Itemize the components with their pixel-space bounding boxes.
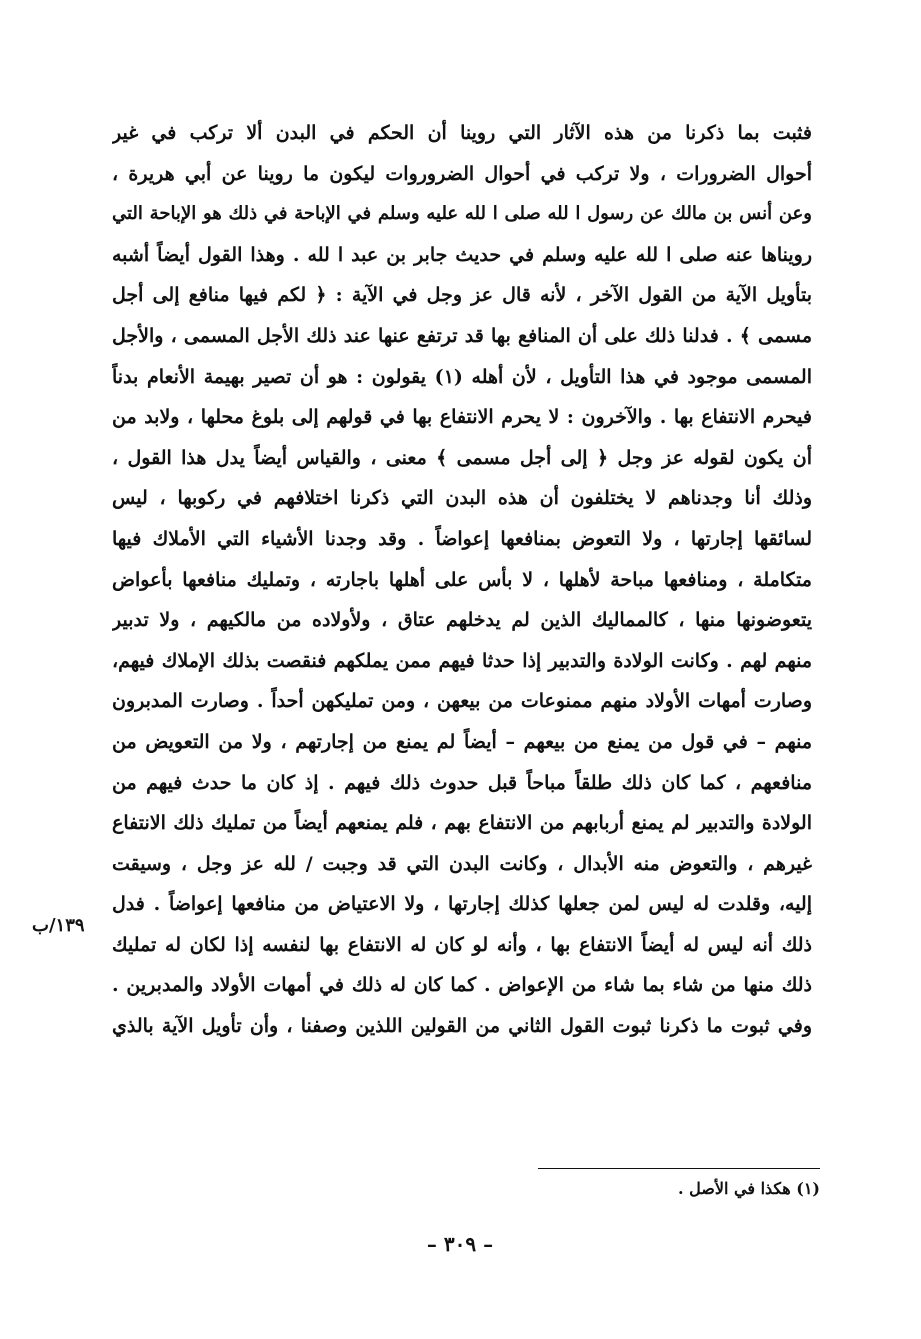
text-line: رويناها عنه صلى ا لله عليه وسلم في حديث جابر بن عبد ا لله . وهذا القول أيضاً أشبه — [112, 243, 812, 266]
text-line: غيرهم ، والتعوض منه الأبدال ، وكانت البدن التي قد وجبت / لله عز وجل ، وسيقت — [112, 852, 812, 875]
page-number: – ٣٠٩ – — [426, 1232, 494, 1256]
text-line: ذلك أنه ليس له أيضاً الانتفاع بها ، وأنه لو كان له الانتفاع بها لنفسه إذا لكان له تمليك — [112, 933, 812, 956]
text-line: مسمى ﴾ . فدلنا ذلك على أن المنافع بها قد ترتفع عنها عند ذلك الأجل المسمى ، والأجل — [112, 324, 812, 347]
text-line: بتأويل الآية من القول الآخر ، لأنه قال عز وجل في الآية : ﴿ لكم فيها منافع إلى أجل — [112, 284, 812, 307]
text-line: ذلك منها من شاء بما شاء من الإعواض . كما كان له ذلك في أمهات الأولاد والمدبرين . — [112, 974, 812, 997]
text-line: وعن أنس بن مالك عن رسول ا لله صلى ا لله عليه وسلم في الإباحة في ذلك هو الإباحة التي — [112, 203, 812, 225]
text-line: إليه، وقلدت له ليس لمن جعلها كذلك إجارتها ، ولا الاعتياض من منافعها إعواضاً . فدل — [112, 893, 812, 916]
main-text-block — [112, 113, 812, 1047]
text-line: متكاملة ، ومنافعها مباحة لأهلها ، لا بأس على أهلها باجارته ، وتمليك منافعها بأعواض — [112, 568, 812, 591]
text-line: منهم لهم . وكانت الولادة والتدبير إذا حدثا فيهم ممن يملكهم فنقصت بذلك الإملاك فيهم، — [112, 649, 812, 672]
text-line: يتعوضونها منها ، كالمماليك الذين لم يدخلهم عتاق ، ولأولاده من مالكيهم ، ولا تدبير — [112, 609, 812, 632]
text-line: أحوال الضرورات ، ولا تركب في أحوال الضروروات ليكون ما روينا عن أبي هريرة ، — [112, 162, 812, 185]
text-line: المسمى موجود في هذا التأويل ، لأن أهله (١) يقولون : هو أن تصير بهيمة الأنعام بدناً — [112, 365, 812, 388]
folio-margin-note: ١٣٩/ب — [32, 915, 85, 936]
text-line: منهم – في قول من يمنع من بيعهم – أيضاً لم يمنع من إجارتهم ، ولا من التعويض من — [112, 730, 812, 753]
text-line: وصارت أمهات الأولاد منهم ممنوعات من بيعهن ، ومن تمليكهن أحداً . وصارت المدبرون — [112, 690, 812, 713]
text-line: لسائقها إجارتها ، ولا التعوض بمنافعها إعواضاً . وقد وجدنا الأشياء التي الأملاك فيها — [112, 527, 812, 550]
text-line: الولادة والتدبير لم يمنع أربابهم من الانتفاع بهم ، فلم يمنعهم أيضاً من تمليك ذلك الانتفاع — [112, 812, 812, 835]
text-line: فيحرم الانتفاع بها . والآخرون : لا يحرم الانتفاع بها في قولهم إلى بلوغ محلها ، ولابد من — [112, 406, 812, 429]
footnote-divider — [538, 1168, 820, 1169]
text-line: فثبت بما ذكرنا من هذه الآثار التي روينا أن الحكم في البدن ألا تركب في غير — [112, 122, 812, 144]
text-line: أن يكون لقوله عز وجل ﴿ إلى أجل مسمى ﴾ معنى ، والقياس أيضاً يدل هذا القول ، — [112, 446, 812, 469]
text-line: وفي ثبوت ما ذكرنا ثبوت القول الثاني من القولين اللذين وصفنا ، وأن تأويل الآية بالذي — [112, 1015, 812, 1038]
text-line: وذلك أنا وجدناهم لا يختلفون أن هذه البدن التي ذكرنا اختلافهم في ركوبها ، ليس — [112, 487, 812, 510]
footnote: (١) هكذا في الأصل . — [678, 1179, 820, 1198]
text-line: منافعهم ، كما كان ذلك طلقاً مباحاً قبل حدوث ذلك فيهم . إذ كان ما حدث فيهم من — [112, 771, 812, 794]
